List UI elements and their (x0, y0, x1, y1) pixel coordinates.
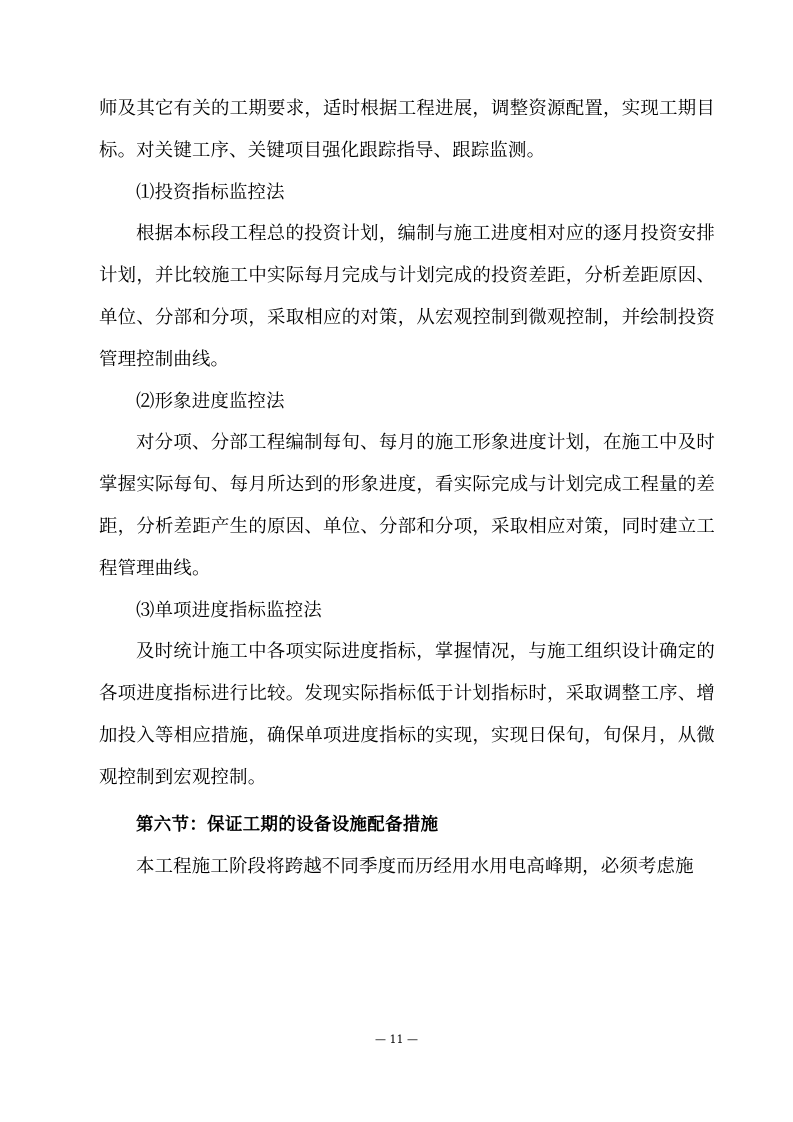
paragraph-progress-monitoring: 对分项、分部工程编制每旬、每月的施工形象进度计划，在施工中及时掌握实际每旬、每月所达到的形象进度，看实际完成与计划完成工程量的差距，分析差距产生的原因、单位、分部和分项，采取相应对策，同时建立工程管理曲线。 (99, 432, 715, 579)
paragraph-continuation: 师及其它有关的工期要求，适时根据工程进展，调整资源配置，实现工期目标。对关键工序、关键项目强化跟踪指导、跟踪监测。 (99, 98, 715, 161)
paragraph-single-indicator-monitoring: 及时统计施工中各项实际进度指标，掌握情况，与施工组织设计确定的各项进度指标进行比较。发现实际指标低于计划指标时，采取调整工序、增加投入等相应措施，确保单项进度指标的实现，实现日保旬，旬保月，从微观控制到宏观控制。 (99, 641, 715, 788)
document-body (99, 88, 715, 888)
page-number: — 11 — (375, 1033, 418, 1046)
paragraph-investment-monitoring: 根据本标段工程总的投资计划，编制与施工进度相对应的逐月投资安排计划，并比较施工中实际每月完成与计划完成的投资差距，分析差距原因、单位、分部和分项，采取相应的对策，从宏观控制到微观控制，并绘制投资管理控制曲线。 (99, 223, 715, 370)
list-item-investment-monitoring: ⑴投资指标监控法 (136, 181, 285, 203)
section-heading: 第六节：保证工期的设备设施配备措施 (136, 814, 439, 835)
paragraph-section-intro: 本工程施工阶段将跨越不同季度而历经用水用电高峰期，必须考虑施 (136, 856, 694, 878)
list-item-progress-monitoring: ⑵形象进度监控法 (136, 390, 285, 412)
list-item-single-indicator-monitoring: ⑶单项进度指标监控法 (136, 599, 322, 621)
